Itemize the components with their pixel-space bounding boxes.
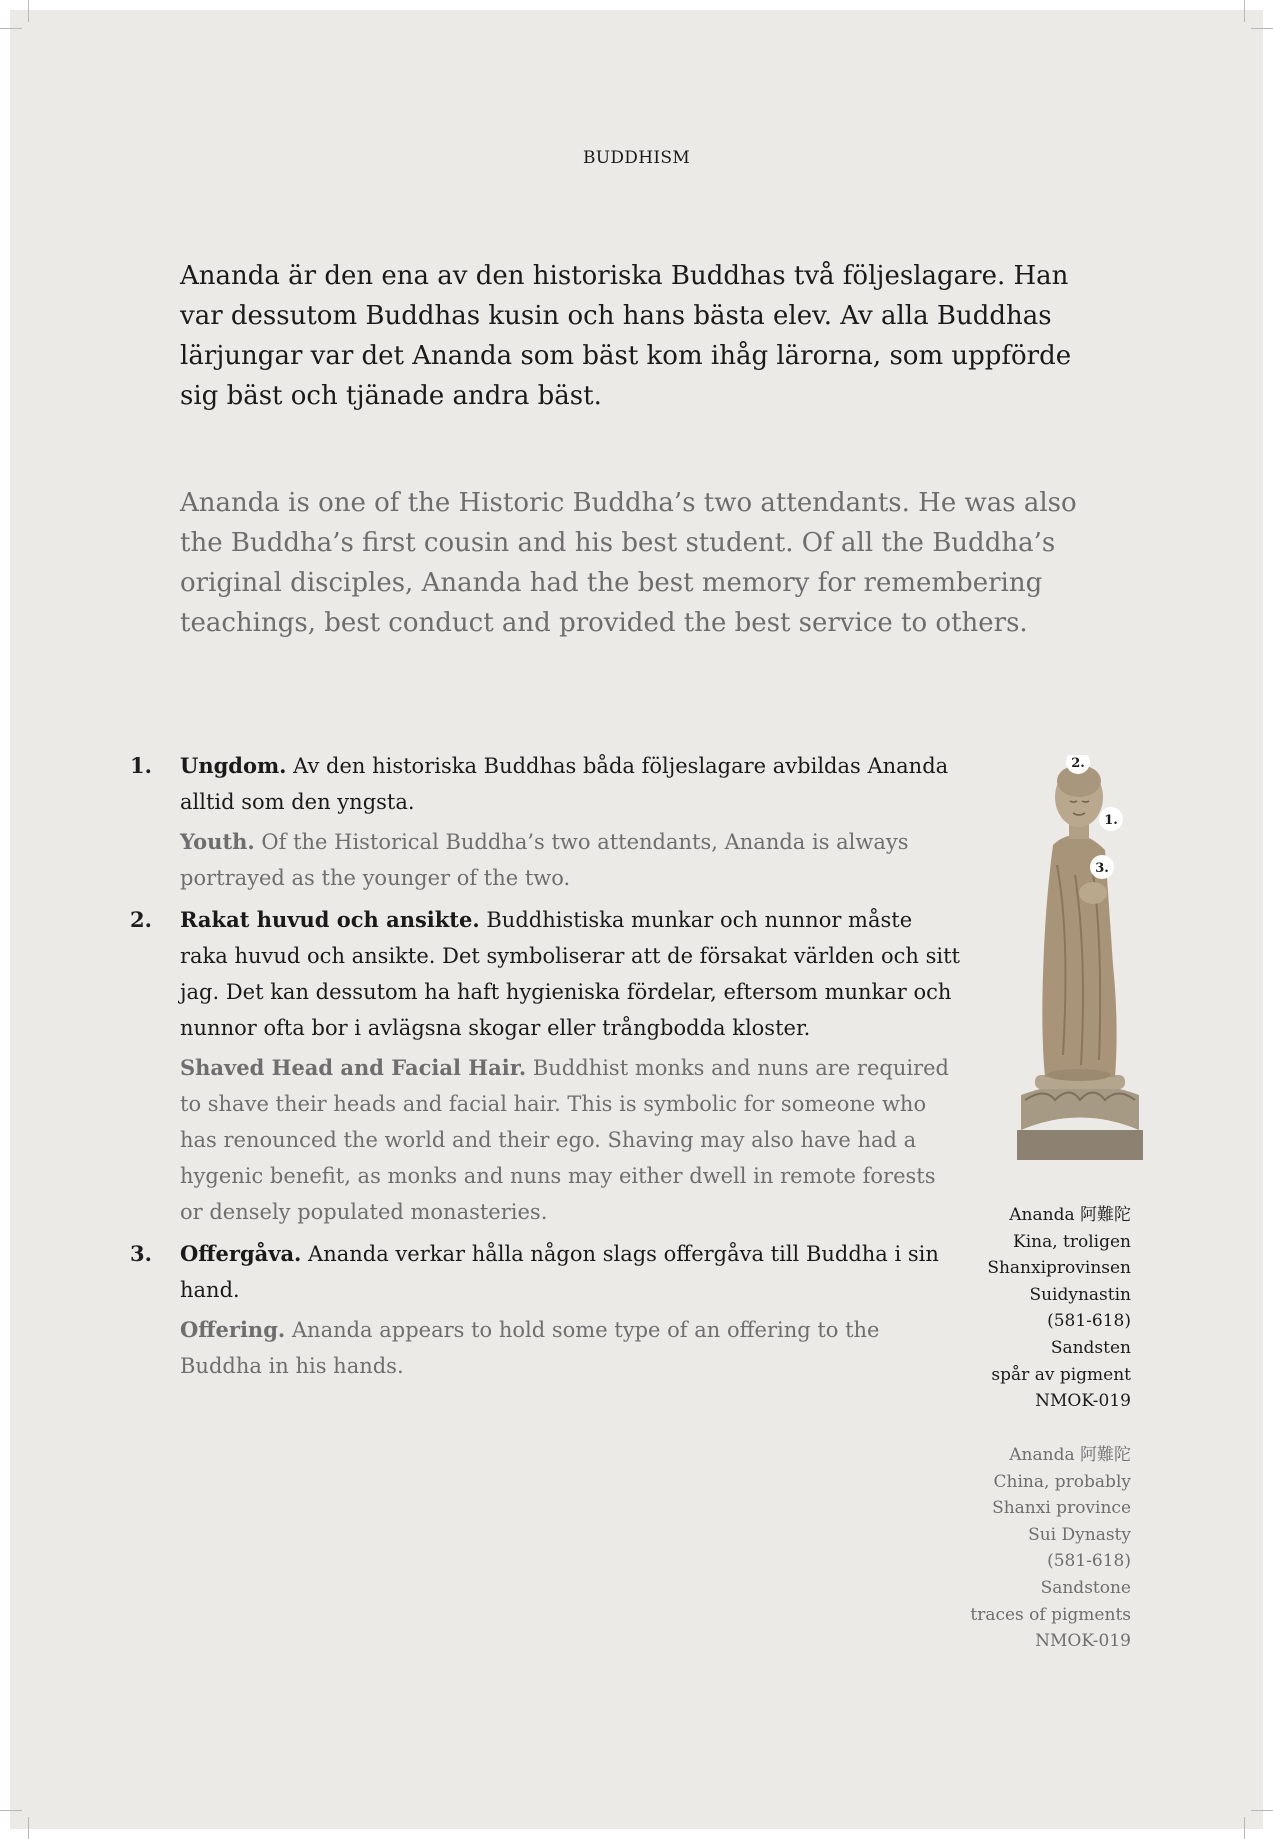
item-swedish-text: Av den historiska Buddhas båda följeslagare avbildas Ananda alltid som den yngsta. — [180, 754, 949, 814]
caption-line: Ananda 阿難陀 — [1009, 1445, 1131, 1465]
item-english — [180, 1312, 960, 1384]
crop-mark — [1244, 0, 1245, 22]
statue-image — [1015, 755, 1145, 1165]
caption-line: Suidynastin — [1029, 1284, 1131, 1305]
item-swedish — [180, 748, 960, 820]
crop-mark — [0, 1810, 22, 1811]
caption-line: spår av pigment — [991, 1364, 1131, 1385]
item-english-text: Of the Historical Buddha’s two attendants, Ananda is always portrayed as the younger of the two. — [180, 830, 909, 890]
list-item — [130, 748, 960, 896]
caption-line: Sandsten — [1050, 1337, 1131, 1358]
caption-english — [911, 1442, 1131, 1655]
crop-mark — [1251, 28, 1273, 29]
item-english — [180, 824, 960, 896]
crop-mark — [28, 1817, 29, 1839]
page-sheet — [10, 10, 1263, 1829]
marker-label: 3. — [1095, 861, 1109, 876]
caption-line: (581-618) — [1047, 1551, 1131, 1572]
section-title: BUDDHISM — [582, 148, 691, 168]
caption-swedish — [911, 1202, 1131, 1415]
item-swedish-title: Ungdom. — [180, 753, 287, 778]
marker-label: 2. — [1071, 756, 1085, 771]
list-item — [130, 1236, 960, 1384]
marker-1 — [1099, 807, 1123, 831]
item-english-title: Youth. — [180, 829, 255, 854]
annotation-list — [130, 748, 960, 1390]
intro-english: Ananda is one of the Historic Buddha’s two attendants. He was also the Buddha’s first cousin and his best student. Of all the Buddha’s original disciples, Ananda had the best memory for remembering teachings, best conduct and provided the best service to others. — [180, 488, 1077, 638]
item-english-text: Buddhist monks and nuns are required to shave their heads and facial hair. This is symbolic for someone who has renounced the world and their ego. Shaving may also have had a hygenic benefit, as monks and nuns may either dwell in remote forests or densely populated monasteries. — [180, 1056, 949, 1224]
statue-illustration — [1017, 765, 1143, 1160]
item-english-text: Ananda appears to hold some type of an offering to the Buddha in his hands. — [180, 1318, 880, 1378]
caption-line: Ananda 阿難陀 — [1009, 1205, 1131, 1225]
caption-line: Sandstone — [1040, 1577, 1131, 1598]
marker-3 — [1090, 855, 1114, 879]
caption-line: (581-618) — [1047, 1311, 1131, 1332]
item-swedish-title: Rakat huvud och ansikte. — [180, 907, 480, 932]
crop-mark — [1251, 1810, 1273, 1811]
item-number: 3. — [130, 1241, 152, 1266]
caption-line: NMOK-019 — [1035, 1631, 1131, 1652]
crop-mark — [1244, 1817, 1245, 1839]
caption-line: China, probably — [993, 1471, 1131, 1492]
crop-mark — [0, 28, 22, 29]
marker-label: 1. — [1104, 813, 1118, 828]
intro-swedish: Ananda är den ena av den historiska Buddhas två följeslagare. Han var dessutom Buddhas kusin och hans bästa elev. Av alla Buddhas lärjungar var det Ananda som bäst kom ihåg lärorna, som uppförde sig bäst och tjänade andra bäst. — [180, 261, 1072, 411]
item-swedish-text: Buddhistiska munkar och nunnor måste raka huvud och ansikte. Det symboliserar att de försakat världen och sitt jag. Det kan dessutom ha haft hygieniska fördelar, eftersom munkar och nunnor ofta bor i avlägsna skogar eller trångbodda kloster. — [180, 908, 960, 1040]
item-number: 1. — [130, 753, 152, 778]
caption-line: Shanxiprovinsen — [987, 1258, 1131, 1279]
item-english-title: Offering. — [180, 1317, 286, 1342]
caption-line: Sui Dynasty — [1028, 1524, 1131, 1545]
caption-line: traces of pigments — [970, 1604, 1131, 1625]
caption-line: Shanxi province — [992, 1498, 1131, 1519]
item-number: 2. — [130, 907, 152, 932]
caption-line: Kina, troligen — [1013, 1231, 1131, 1252]
item-swedish — [180, 902, 960, 1046]
item-english-title: Shaved Head and Facial Hair. — [180, 1055, 527, 1080]
item-swedish-title: Offergåva. — [180, 1241, 302, 1266]
crop-mark — [28, 0, 29, 22]
list-item — [130, 902, 960, 1230]
caption-line: NMOK-019 — [1035, 1391, 1131, 1412]
item-swedish-text: Ananda verkar hålla någon slags offergåva till Buddha i sin hand. — [180, 1242, 939, 1302]
item-swedish — [180, 1236, 960, 1308]
item-english — [180, 1050, 960, 1230]
